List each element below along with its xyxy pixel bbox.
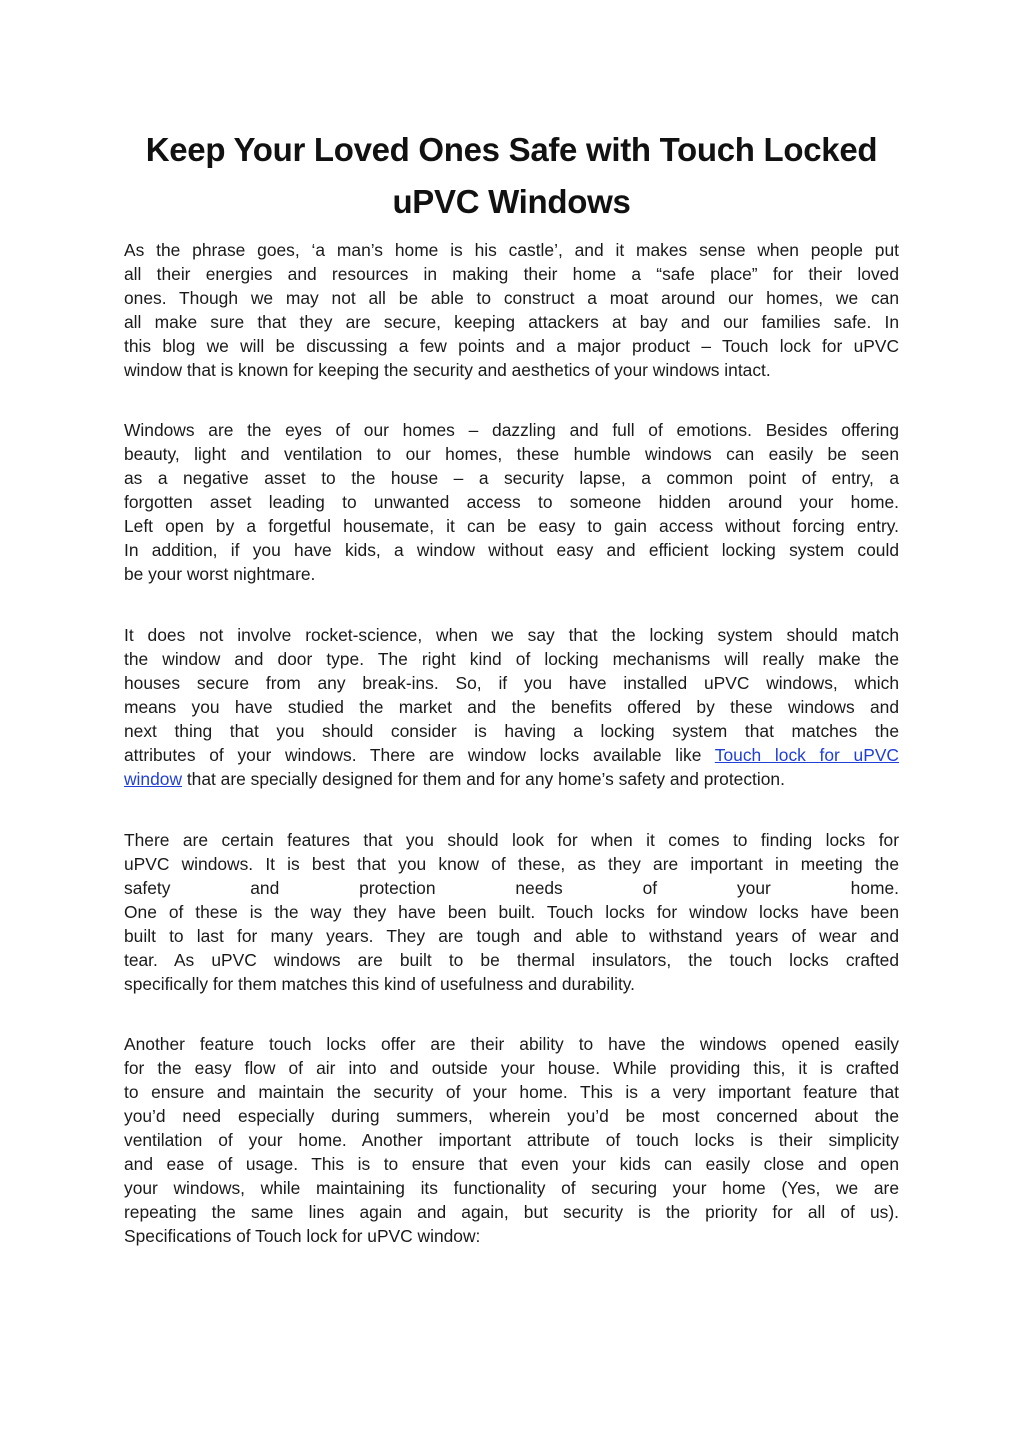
paragraph-line: the window and door type. The right kind of locking mechanisms will really make the	[124, 649, 899, 669]
paragraph-line: means you have studied the market and the benefits offered by these windows and	[124, 697, 899, 717]
touch-lock-link[interactable]: Touch lock for uPVC	[714, 745, 899, 765]
page-title	[100, 124, 923, 228]
paragraph-line: uPVC windows. It is best that you know of these, as they are important in meeting the	[124, 854, 899, 874]
paragraph-line: beauty, light and ventilation to our homes, these humble windows can easily be seen	[124, 444, 899, 464]
title-line-1: Keep Your Loved Ones Safe with Touch Locked	[145, 131, 878, 168]
paragraph-line: as a negative asset to the house – a security lapse, a common point of entry, a	[124, 468, 899, 488]
paragraph-line: be your worst nightmare.	[124, 564, 316, 584]
paragraph-line: for the easy flow of air into and outside your house. While providing this, it is crafted	[124, 1058, 899, 1078]
paragraph-3	[124, 623, 899, 791]
paragraph-line: houses secure from any break-ins. So, if you have installed uPVC windows, which	[124, 673, 899, 693]
paragraph-2	[124, 418, 899, 586]
paragraph-line: Specifications of Touch lock for uPVC window:	[124, 1226, 481, 1246]
paragraph-line: forgotten asset leading to unwanted access to someone hidden around your home.	[124, 492, 899, 512]
paragraph-line: and ease of usage. This is to ensure that even your kids can easily close and open	[124, 1154, 899, 1174]
paragraph-line: There are certain features that you should look for when it comes to finding locks for	[124, 830, 899, 850]
paragraph-line: your windows, while maintaining its functionality of securing your home (Yes, we are	[124, 1178, 899, 1198]
paragraph-line: built to last for many years. They are tough and able to withstand years of wear and	[124, 926, 899, 946]
paragraph-line-with-link	[124, 743, 899, 767]
paragraph-line-with-link	[124, 767, 899, 791]
paragraph-line: safety and protection needs of your home.	[124, 878, 899, 898]
title-line-2: uPVC Windows	[392, 183, 631, 220]
paragraph-text: attributes of your windows. There are window locks available like	[124, 745, 715, 765]
paragraph-1	[124, 238, 899, 382]
paragraph-line: this blog we will be discussing a few points and a major product – Touch lock for uPVC	[124, 336, 899, 356]
paragraph-4	[124, 828, 899, 996]
paragraph-line: Left open by a forgetful housemate, it can be easy to gain access without forcing entry.	[124, 516, 899, 536]
paragraph-line: all make sure that they are secure, keeping attackers at bay and our families safe. In	[124, 312, 899, 332]
paragraph-5	[124, 1032, 899, 1248]
paragraph-text: that are specially designed for them and for any home’s safety and protection.	[182, 769, 785, 789]
paragraph-line: As the phrase goes, ‘a man’s home is his castle’, and it makes sense when people put	[124, 240, 899, 260]
paragraph-line: repeating the same lines again and again, but security is the priority for all of us).	[124, 1202, 899, 1222]
paragraph-line: Windows are the eyes of our homes – dazzling and full of emotions. Besides offering	[124, 420, 899, 440]
paragraph-line: window that is known for keeping the security and aesthetics of your windows intact.	[124, 360, 771, 380]
paragraph-line: ones. Though we may not all be able to construct a moat around our homes, we can	[124, 288, 899, 308]
paragraph-line: tear. As uPVC windows are built to be thermal insulators, the touch locks crafted	[124, 950, 899, 970]
touch-lock-link-continued[interactable]: window	[124, 769, 182, 789]
paragraph-line: Another feature touch locks offer are their ability to have the windows opened easily	[124, 1034, 899, 1054]
paragraph-line: ventilation of your home. Another important attribute of touch locks is their simplicity	[124, 1130, 899, 1150]
paragraph-line: One of these is the way they have been built. Touch locks for window locks have been	[124, 902, 899, 922]
paragraph-line: It does not involve rocket-science, when we say that the locking system should match	[124, 625, 899, 645]
paragraph-line: specifically for them matches this kind of usefulness and durability.	[124, 974, 636, 994]
paragraph-line: you’d need especially during summers, wherein you’d be most concerned about the	[124, 1106, 899, 1126]
paragraph-line: all their energies and resources in making their home a “safe place” for their loved	[124, 264, 899, 284]
paragraph-line: In addition, if you have kids, a window without easy and efficient locking system could	[124, 540, 899, 560]
paragraph-line: next thing that you should consider is having a locking system that matches the	[124, 721, 899, 741]
paragraph-line: to ensure and maintain the security of your home. This is a very important feature that	[124, 1082, 899, 1102]
